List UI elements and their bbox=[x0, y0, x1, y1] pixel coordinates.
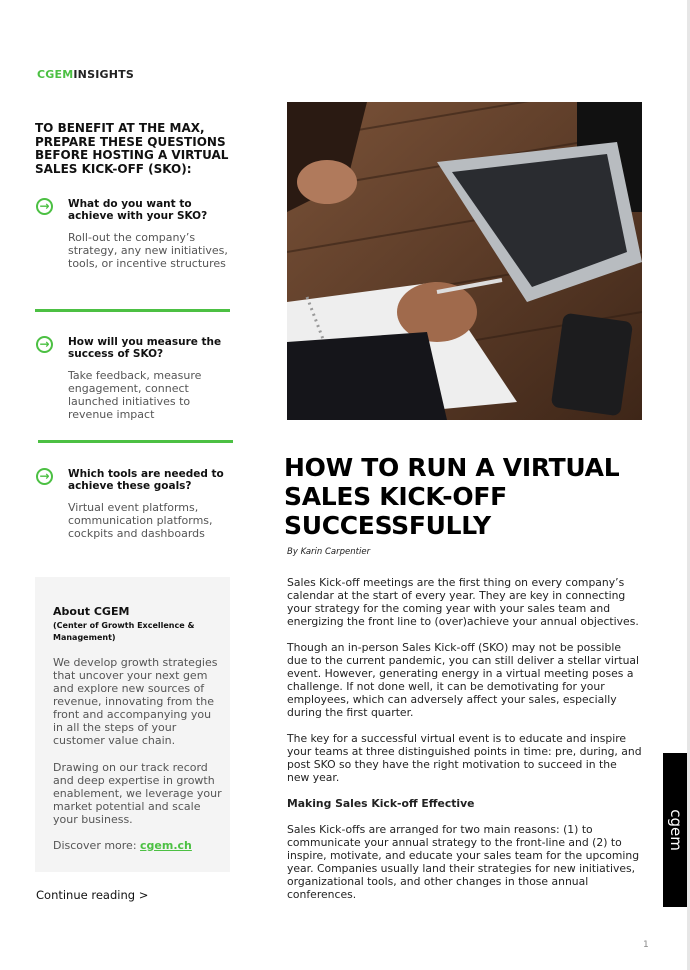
about-paragraph: We develop growth strategies that uncover your next gem and explore new sources of revenue, innovating from the front and accompanying you in all the steps of your customer value chain. bbox=[53, 656, 218, 747]
question-answer: Virtual event platforms, communication platforms, cockpits and dashboards bbox=[68, 501, 213, 540]
hero-photo bbox=[287, 102, 642, 420]
cgem-link[interactable]: cgem.ch bbox=[140, 839, 192, 852]
continue-reading-link[interactable]: Continue reading > bbox=[36, 888, 149, 902]
lead-heading: TO BENEFIT AT THE MAX, PREPARE THESE QUESTIONS BEFORE HOSTING A VIRTUAL SALES KICK-OFF (SKO): bbox=[35, 121, 229, 176]
page-number: 1 bbox=[643, 940, 649, 950]
discover-label: Discover more: bbox=[53, 839, 141, 852]
about-heading: About CGEM bbox=[53, 605, 130, 618]
question-title: How will you measure the success of SKO? bbox=[68, 336, 222, 360]
paragraph: Though an in-person Sales Kick-off (SKO) may not be possible due to the current pandemic, you can still deliver a stellar virtual event. However, generating energy in a virtual meeting poses a challenge. If not done well, it can be demotivating for your employees, which can adversely affect your sales, especially during the first quarter. bbox=[287, 641, 640, 719]
brand-part2: INSIGHTS bbox=[73, 68, 134, 81]
article-body bbox=[287, 576, 642, 914]
paragraph: Sales Kick-offs are arranged for two main reasons: (1) to communicate your annual strategy to the front-line and (2) to inspire, motivate, and educate your sales team for the upcoming year. Companies usually land their strategies for new initiatives, organizational tools, and other changes in those annual conferences. bbox=[287, 823, 640, 901]
brand-part1: CGEM bbox=[37, 68, 74, 81]
section-heading: Making Sales Kick-off Effective bbox=[287, 797, 475, 810]
arrow-right-circle-icon: → bbox=[36, 336, 53, 353]
arrow-right-circle-icon: → bbox=[36, 198, 53, 215]
paragraph: The key for a successful virtual event is to educate and inspire your teams at three distinguished points in time: pre, during, and post SKO so they have the right motivation to succeed in the new year. bbox=[287, 732, 642, 784]
brand-logo bbox=[37, 68, 134, 81]
divider bbox=[38, 440, 233, 443]
article-title: HOW TO RUN A VIRTUAL SALES KICK-OFF SUCCESSFULLY bbox=[284, 453, 620, 540]
discover-line bbox=[53, 839, 223, 852]
side-tab-label: cgem bbox=[667, 809, 685, 851]
about-box bbox=[35, 577, 230, 872]
about-paragraph: Drawing on our track record and deep expertise in growth enablement, we leverage your market potential and scale your business. bbox=[53, 761, 222, 826]
about-subheading: (Center of Growth Excellence & Management) bbox=[53, 621, 195, 642]
question-title: What do you want to achieve with your SKO? bbox=[68, 198, 208, 222]
question-answer: Take feedback, measure engagement, connect launched initiatives to revenue impact bbox=[68, 369, 202, 421]
divider bbox=[35, 309, 230, 312]
paragraph: Sales Kick-off meetings are the first thing on every company’s calendar at the start of every year. They are key in connecting your strategy for the coming year with your sales team and energizing the front line to (over)achieve your annual objectives. bbox=[287, 576, 639, 628]
byline: By Karin Carpentier bbox=[287, 547, 371, 557]
side-tab bbox=[663, 753, 689, 907]
arrow-right-circle-icon: → bbox=[36, 468, 53, 485]
question-answer: Roll-out the company’s strategy, any new initiatives, tools, or incentive structures bbox=[68, 231, 228, 270]
question-title: Which tools are needed to achieve these goals? bbox=[68, 468, 224, 492]
